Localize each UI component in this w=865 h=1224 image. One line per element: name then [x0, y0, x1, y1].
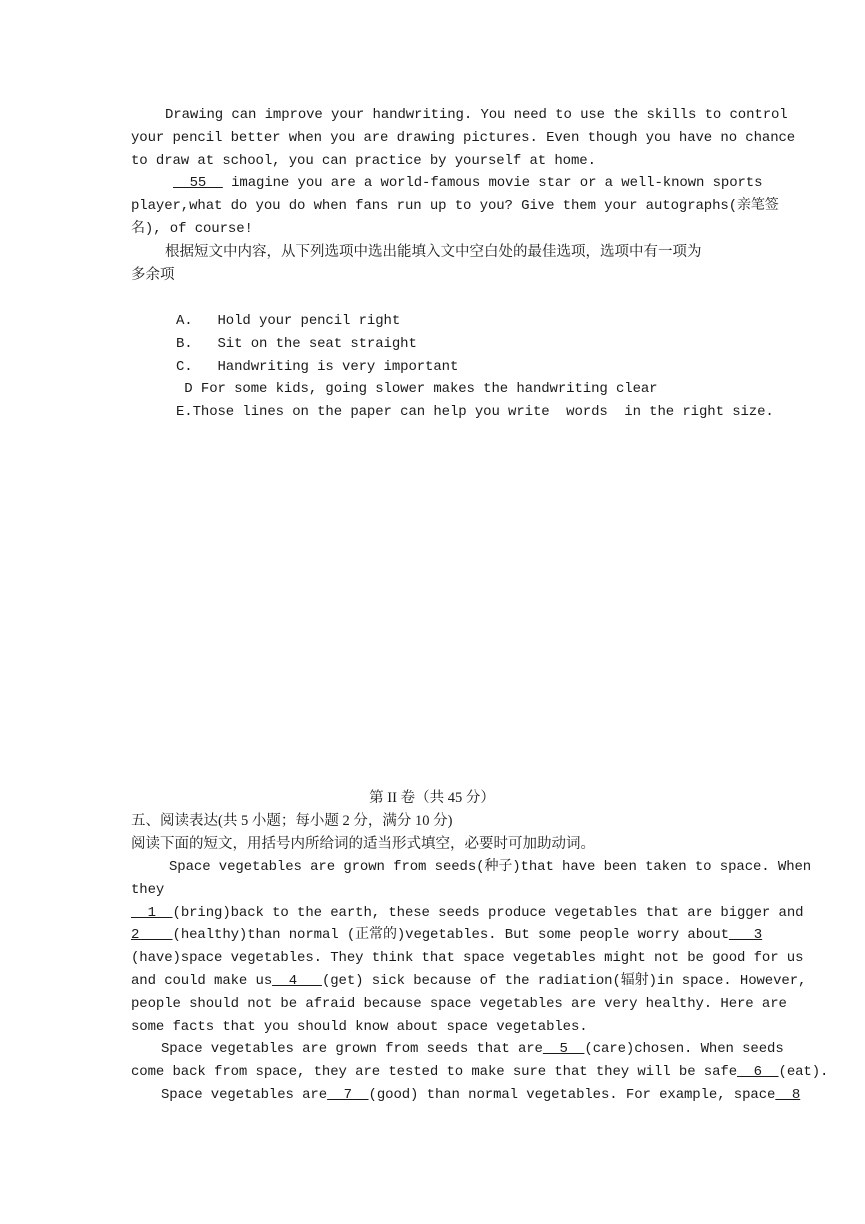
section-directions: 阅读下面的短文，用括号内所给词的适当形式填空，必要时可加助动词。	[131, 835, 595, 852]
passage-text: (care)chosen. When seeds	[584, 1041, 784, 1058]
passage-line: (have)space vegetables. They think that space vegetables might not be good for us	[131, 950, 804, 967]
passage-line	[131, 970, 807, 993]
passage-line: player,what do you do when fans run up to you? Give them your autographs(亲笔签	[131, 198, 779, 215]
passage-text: (good) than normal vegetables. For example, space	[368, 1086, 776, 1103]
passage-line: Drawing can improve your handwriting. You need to use the skills to control	[165, 107, 788, 123]
passage-line	[131, 1084, 801, 1107]
passage-line: Space vegetables are grown from seeds(种子)that have been taken to space. When	[169, 859, 812, 875]
part2-title-text: 第 II 卷（共 45 分）	[369, 790, 495, 806]
blank-6[interactable]: 6	[737, 1064, 779, 1081]
passage-line: to draw at school, you can practice by yourself at home.	[131, 152, 596, 169]
passage-text: (eat).	[778, 1064, 829, 1081]
blank-5[interactable]: 5	[542, 1041, 585, 1058]
passage-line: some facts that you should know about space vegetables.	[131, 1018, 588, 1035]
blank-4[interactable]: 4	[272, 972, 322, 989]
question-55-text: imagine you are a world-famous movie star or a well-known sports	[222, 175, 763, 192]
question-55-line	[131, 172, 763, 195]
option-b: B. Sit on the seat straight	[176, 335, 417, 352]
part2-title	[131, 787, 733, 810]
option-e: E.Those lines on the paper can help you write words in the right size.	[176, 404, 774, 421]
options-list	[176, 310, 774, 424]
passage-line: your pencil better when you are drawing pictures. Even though you have no chance	[131, 129, 796, 146]
blank-55[interactable]: 55	[173, 175, 223, 192]
passage-top	[131, 104, 796, 241]
option-c: C. Handwriting is very important	[176, 358, 459, 375]
passage-text: come back from space, they are tested to make sure that they will be safe	[131, 1064, 738, 1081]
blank-7[interactable]: 7	[327, 1086, 369, 1103]
blank-8[interactable]: 8	[775, 1086, 801, 1103]
passage-line	[131, 1061, 829, 1084]
instruction-line: 多余项	[131, 266, 175, 283]
instruction	[131, 241, 733, 287]
passage-text: Space vegetables are grown from seeds that are	[161, 1041, 543, 1058]
blank-3[interactable]: 3	[728, 927, 763, 944]
passage-text: (bring)back to the earth, these seeds produce vegetables that are bigger and	[172, 904, 804, 921]
passage-text: and could make us	[131, 972, 273, 989]
space-vegetables-passage	[131, 856, 829, 1107]
passage-line: they	[131, 881, 165, 898]
passage-text: (get) sick because of the radiation(辐射)in space. However,	[321, 972, 807, 989]
part2-section	[131, 810, 733, 856]
option-a: A. Hold your pencil right	[176, 313, 401, 329]
passage-line: people should not be afraid because space vegetables are very healthy. Here are	[131, 995, 787, 1012]
passage-line	[131, 1038, 784, 1061]
blank-2[interactable]: 2	[131, 927, 173, 944]
passage-text: Space vegetables are	[161, 1086, 328, 1103]
passage-text: (healthy)than normal (正常的)vegetables. But some people worry about	[172, 927, 729, 944]
blank-1[interactable]: 1	[131, 904, 173, 921]
option-d: D For some kids, going slower makes the handwriting clear	[176, 381, 658, 398]
section-heading: 五、阅读表达(共 5 小题；每小题 2 分，满分 10 分)	[131, 813, 453, 829]
passage-line	[131, 902, 804, 925]
instruction-line: 根据短文中内容，从下列选项中选出能填入文中空白处的最佳选项，选项中有一项为	[165, 244, 702, 260]
passage-line	[131, 924, 763, 947]
passage-line: 名), of course!	[131, 220, 253, 237]
